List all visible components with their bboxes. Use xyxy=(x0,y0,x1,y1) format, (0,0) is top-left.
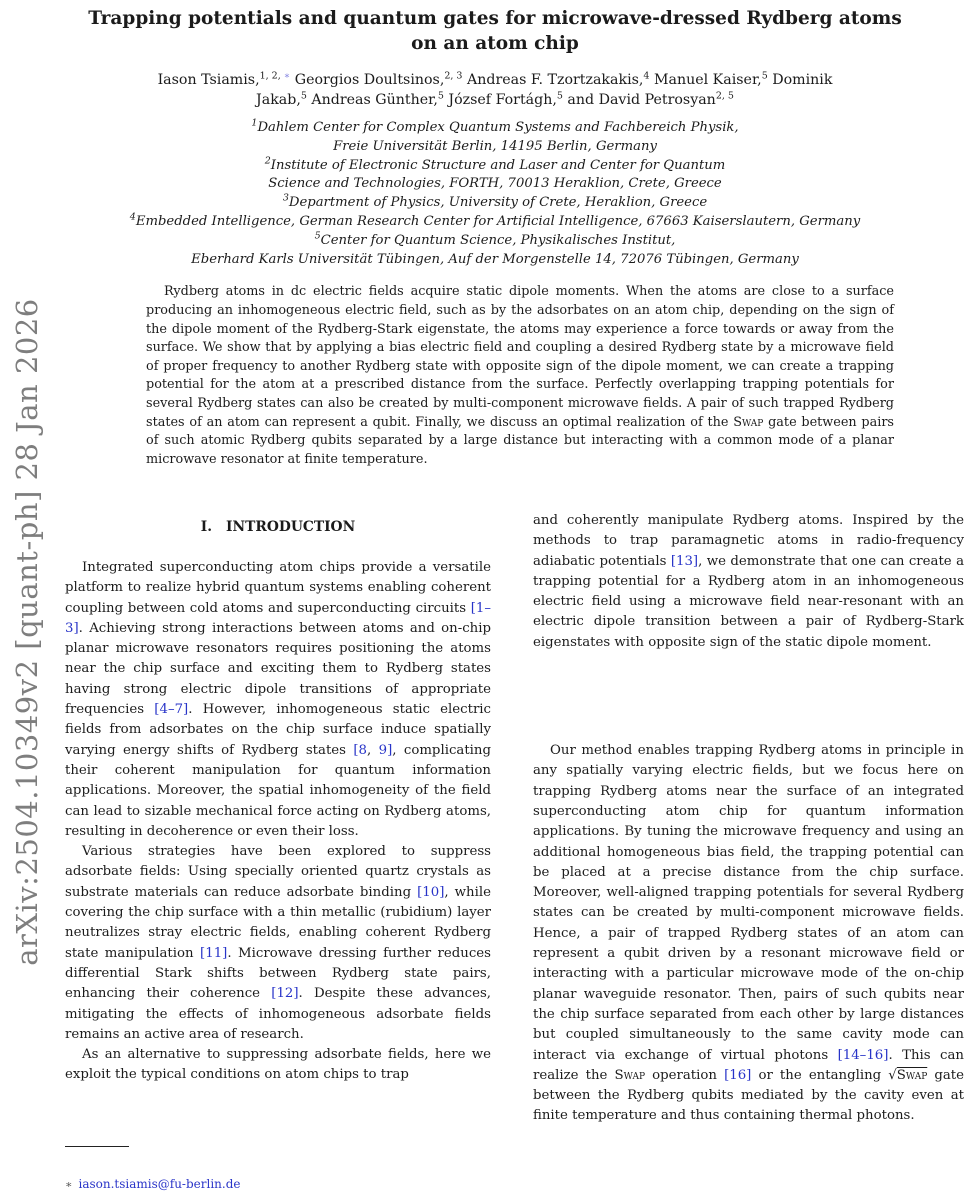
text-span: operation xyxy=(645,1067,725,1083)
text-span: , xyxy=(367,742,379,758)
text-span: 5 xyxy=(556,89,563,101)
text-span: Iason Tsiamis, xyxy=(157,72,260,88)
affiliation-line xyxy=(60,251,930,270)
footnote-marker: ∗ xyxy=(65,1178,73,1191)
text-span: . Despite these advances, mitigating the effects of inhomogeneous adsorbate fields remains an active area of research. xyxy=(65,986,491,1042)
citation-link[interactable]: [8 xyxy=(353,742,368,758)
section-heading-introduction xyxy=(65,518,491,536)
paper-header xyxy=(60,6,930,469)
citation-link[interactable]: 9] xyxy=(378,742,393,758)
text-span: Andreas Günther, xyxy=(306,91,438,108)
affiliation-list xyxy=(60,119,930,269)
body-paragraph xyxy=(65,558,491,842)
right-column-paragraphs xyxy=(533,511,964,1127)
left-column-paragraphs xyxy=(65,558,491,1086)
text-span: 5 xyxy=(761,70,768,82)
text-span: Andreas F. Tzortzakakis, xyxy=(462,72,644,88)
body-paragraph xyxy=(533,741,964,1127)
citation-link[interactable]: [1–3] xyxy=(65,600,491,636)
text-span: 4 xyxy=(643,70,650,82)
affiliation-line xyxy=(60,232,930,251)
affiliation-line xyxy=(60,175,930,194)
paper-title xyxy=(60,6,930,56)
text-span: or the entangling xyxy=(751,1067,889,1083)
text-span: Integrated superconducting atom chips provide a versatile platform to realize hybrid quantum systems enabling coherent coupling between cold atoms and superconducting circuits xyxy=(65,560,491,616)
text-span: Rydberg atoms in dc electric fields acquire static dipole moments. When the atoms are close to a surface producing an inhomogeneous electric field, such as by the adsorbates on an atom chip, depending on the sign of the dipole moment of the Rydberg-Stark eigenstate, the atoms may experience a force towards or away from the surface. We show that by applying a bias electric field and coupling a desired Rydberg state by a microwave field of proper frequency to another Rydberg state with opposite sign of the dipole moment, we can create a trapping potential for the atom at a prescribed distance from the surface. Perfectly overlapping trapping potentials for several Rydberg states can also be created by multi-component microwave fields. A pair of such trapped Rydberg states of an atom can represent a qubit. Finally, we discuss an optimal realization of the xyxy=(146,284,894,430)
text-span: , while covering the chip surface with a thin metallic (rubidium) layer neutralizes stray electric fields, enabling coherent Rydberg state manipulation xyxy=(65,884,491,961)
citation-link[interactable]: [12] xyxy=(271,986,299,1002)
affiliation-text: Science and Technologies, FORTH, 70013 Heraklion, Crete, Greece xyxy=(268,176,722,192)
text-span: 5 xyxy=(437,89,444,101)
text-span: Georgios Doultsinos, xyxy=(290,72,445,88)
text-span: Dominik Jakab, xyxy=(256,72,833,108)
text-span: gate between pairs of such atomic Rydberg qubits separated by a large distance but interacting with a common mode of a planar microwave resonator at finite temperature. xyxy=(146,414,894,467)
text-span: , complicating their coherent manipulation for quantum information applications. Moreover, the spatial inhomogeneity of the field can lead to sizable mechanical force acting on Rydberg atoms, resulting in decoherence or even their loss. xyxy=(65,742,491,839)
text-span: . Achieving strong interactions between atoms and on-chip planar microwave resonators requires positioning the atoms near the chip surface and exciting them to Rydberg states having strong electric dipole transitions of appropriate frequencies xyxy=(65,620,491,718)
author-list xyxy=(155,71,835,110)
citation-link[interactable]: [10] xyxy=(417,884,445,900)
section-title: INTRODUCTION xyxy=(226,519,356,535)
citation-link[interactable]: [13] xyxy=(670,553,699,569)
author-thanks-star-link[interactable]: ∗ xyxy=(283,70,291,82)
affiliation-text: Department of Physics, University of Crete, Heraklion, Greece xyxy=(288,195,708,211)
arxiv-watermark: arXiv:2504.10349v2 [quant-ph] 28 Jan 2026 xyxy=(10,298,44,966)
text-span: and coherently manipulate Rydberg atoms. Inspired by the methods to trap paramagnetic atoms in radio-frequency adiabatic potentials xyxy=(533,513,964,569)
paper-title-line1: Trapping potentials and quantum gates for microwave-dressed Rydberg atoms xyxy=(88,8,902,29)
section-number: I. xyxy=(200,519,213,535)
affiliation-text: Eberhard Karls Universität Tübingen, Auf der Morgenstelle 14, 72076 Tübingen, Germany xyxy=(191,251,799,267)
affiliation-text: Dahlem Center for Complex Quantum Systems and Fachbereich Physik, xyxy=(257,120,739,135)
paper-title-line2: on an atom chip xyxy=(411,33,579,54)
email-link[interactable]: iason.tsiamis@fu-berlin.de xyxy=(78,1177,241,1191)
affiliation-line xyxy=(60,194,930,213)
affiliation-number: 1 xyxy=(251,117,258,129)
affiliation-number: 3 xyxy=(282,192,289,204)
text-span: As an alternative to suppressing adsorbate fields, here we exploit the typical conditions on atom chips to trap xyxy=(65,1047,491,1083)
affiliation-line xyxy=(60,213,930,232)
affiliation-line xyxy=(60,119,930,138)
body-paragraph xyxy=(533,511,964,653)
text-span: Swap xyxy=(896,1067,928,1083)
text-span: . Microwave dressing further reduces differential Stark shifts between Rydberg state pairs, enhancing their coherence xyxy=(65,945,491,1002)
text-span: Swap xyxy=(614,1067,645,1083)
text-span: , we demonstrate that one can create a trapping potential for a Rydberg atom in an inhomogeneous electric field using a microwave field near-resonant with an electric dipole transition between a pair of Rydberg-Stark eigenstates with opposite sign of the static dipole moment. xyxy=(533,553,964,650)
text-span: . However, inhomogeneous static electric fields from adsorbates on the chip surface induce spatially varying energy shifts of Rydberg states xyxy=(65,702,491,758)
right-column xyxy=(533,511,964,1127)
text-span: Our method enables trapping Rydberg atoms in principle in any spatially varying electric fields, but we focus here on trapping Rydberg atoms near the surface of an integrated superconducting atom chip for quantum information applications. By tuning the microwave frequency and using an additional homogeneous bias field, the trapping potential can be placed at a precise distance from the chip surface. Moreover, well-aligned trapping potentials for several Rydberg states can be created by multi-component microwave fields. Hence, a pair of trapped Rydberg states of an atom can represent a qubit driven by a resonant microwave field or interacting with a particular microwave mode of the on-chip planar waveguide resonator. Then, pairs of such qubits near the chip surface separated from each other by large distances but coupled simultaneously to the same cavity mode can interact via exchange of virtual photons xyxy=(533,743,964,1063)
footnote-rule xyxy=(65,1146,129,1147)
text-span: . This can realize the xyxy=(533,1047,964,1083)
affiliation-number: 2 xyxy=(264,155,271,167)
affiliation-number: 5 xyxy=(314,230,321,242)
citation-link[interactable]: [14–16] xyxy=(837,1047,889,1063)
body-paragraph xyxy=(65,842,491,1045)
text-span: Manuel Kaiser, xyxy=(649,72,762,88)
affiliation-text: Center for Quantum Science, Physikalisches Institut, xyxy=(320,232,676,248)
text-span: Various strategies have been explored to suppress adsorbate fields: Using specially oriented quartz crystals as substrate materials can reduce adsorbate binding xyxy=(65,844,491,900)
text-span: gate between the Rydberg qubits mediated by the cavity even at finite temperature and thus containing thermal photons. xyxy=(533,1067,965,1124)
affiliation-line xyxy=(60,157,930,176)
footnote xyxy=(65,1176,241,1193)
affiliation-number: 4 xyxy=(129,211,136,223)
affiliation-line xyxy=(60,138,930,157)
affiliation-text: Freie Universität Berlin, 14195 Berlin, Germany xyxy=(333,138,657,154)
citation-link[interactable]: [16] xyxy=(724,1067,752,1083)
citation-link[interactable]: [11] xyxy=(200,945,228,961)
abstract xyxy=(146,283,894,469)
text-span: 2, 3 xyxy=(444,70,463,82)
text-span: Swap xyxy=(733,414,764,430)
affiliation-text: Institute of Electronic Structure and Laser and Center for Quantum xyxy=(270,157,726,173)
text-span: József Fortágh, xyxy=(443,91,557,108)
citation-link[interactable]: [4–7] xyxy=(154,702,189,718)
text-span: 5 xyxy=(300,89,307,101)
text-span: and David Petrosyan xyxy=(562,91,716,108)
text-span: 1, 2, xyxy=(259,70,284,82)
body-paragraph xyxy=(65,1045,491,1086)
affiliation-text: Embedded Intelligence, German Research Center for Artificial Intelligence, 67663 Kaiserslautern, Germany xyxy=(135,213,861,229)
left-column xyxy=(65,516,491,1086)
text-span: 2, 5 xyxy=(715,89,734,101)
text-span: √ xyxy=(888,1067,897,1083)
